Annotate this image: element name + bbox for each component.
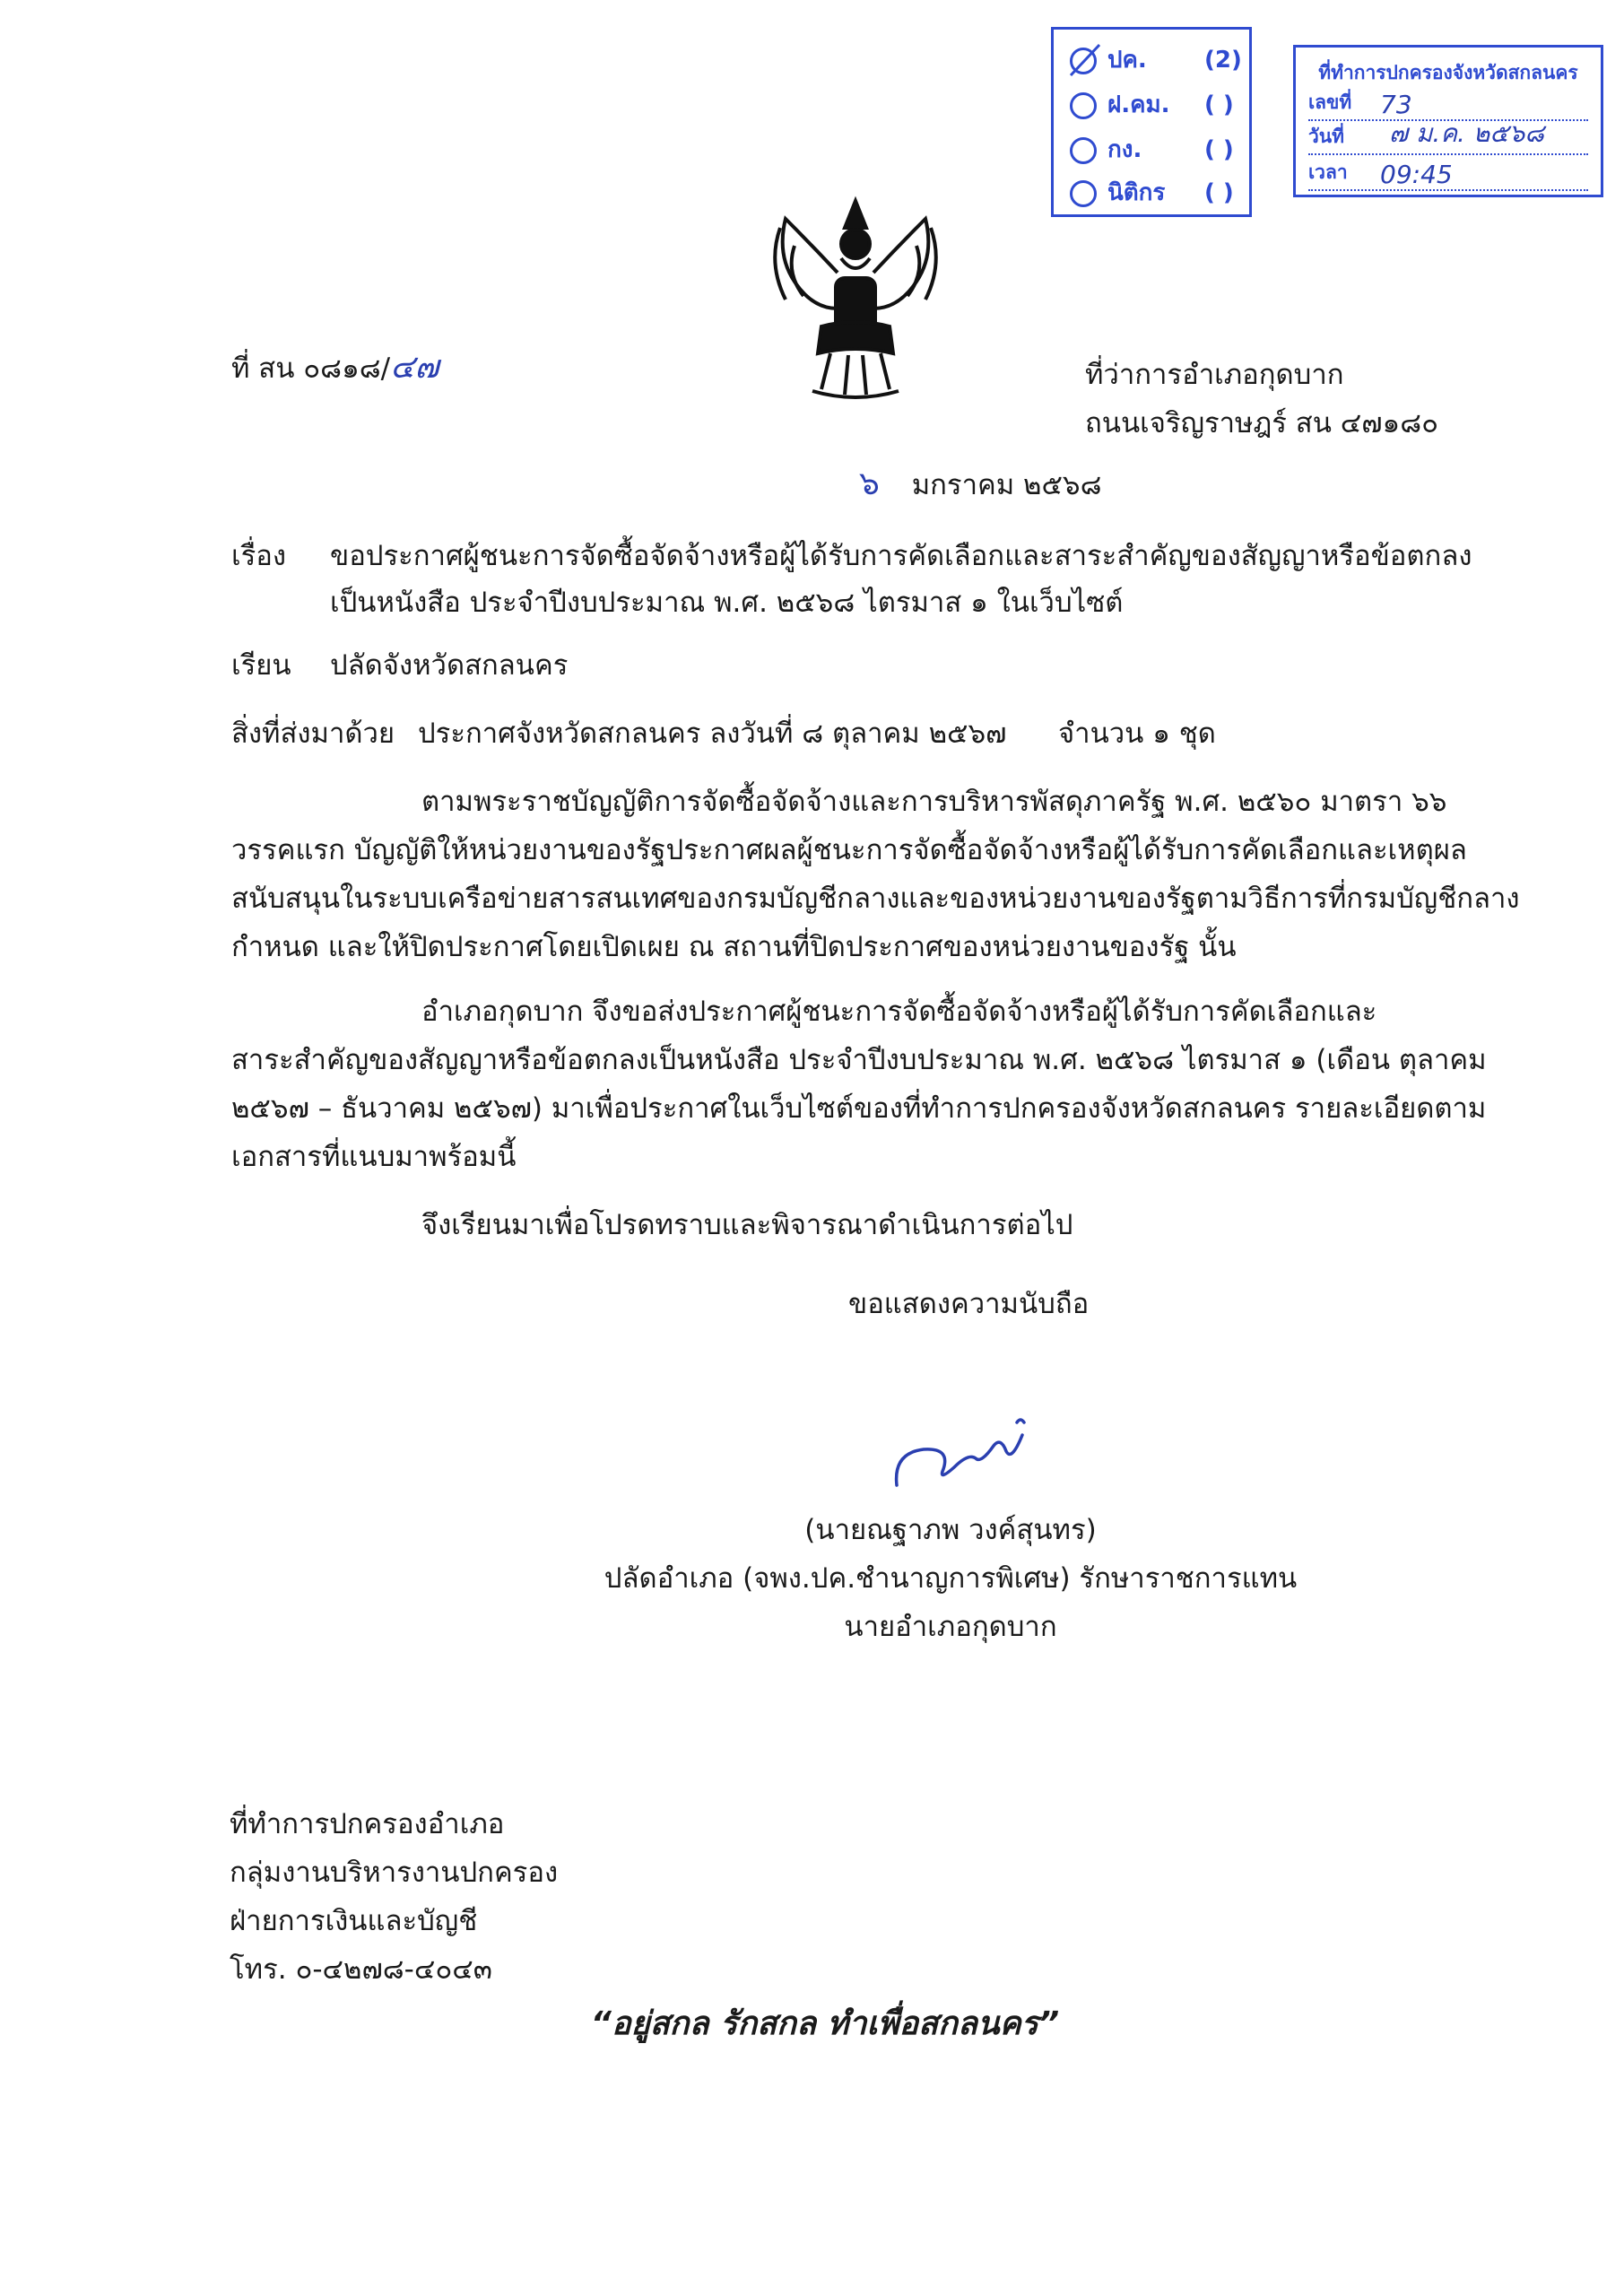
routing-count: ( ) [1204,91,1234,118]
receipt-time-line [1308,159,1588,191]
receipt-office: ที่ทำการปกครองจังหวัดสกลนคร [1318,62,1578,83]
to-label: เรียน [231,649,291,682]
enclosure-count: จำนวน ๑ ชุด [1058,718,1216,750]
body-closing-line: จึงเรียนมาเพื่อโปรดทราบและพิจารณาดำเนินการต่อไป [421,1209,1073,1241]
check-circle-icon [1070,48,1097,74]
office-address: ถนนเจริญราษฎร์ สน ๔๗๑๘๐ [1085,407,1439,439]
signature-icon [888,1399,1040,1498]
office-name: ที่ว่าการอำเภอกุดบาก [1085,359,1344,391]
receipt-date-label: วันที่ [1308,126,1344,147]
garuda-emblem-icon [759,192,952,404]
reference-prefix: ที่ สน ๐๘๑๘/ [231,352,391,385]
routing-row [1070,173,1234,213]
footer-phone: โทร. ๐-๔๒๗๘-๔๐๔๓ [230,1953,492,1986]
circle-icon [1070,92,1097,119]
body-line: กำหนด และให้ปิดประกาศโดยเปิดเผย ณ สถานที่ปิดประกาศของหน่วยงานของรัฐ นั้น [231,931,1237,963]
routing-count: ( ) [1204,136,1234,163]
body-line: เอกสารที่แนบมาพร้อมนี้ [231,1141,517,1173]
body-line: สาระสำคัญของสัญญาหรือข้อตกลงเป็นหนังสือ ประจำปีงบประมาณ พ.ศ. ๒๕๖๘ ไตรมาส ๑ (เดือน ตุลาคม [231,1044,1487,1076]
enclosure-label: สิ่งที่ส่งมาด้วย [231,718,395,750]
subject-line: เป็นหนังสือ ประจำปีงบประมาณ พ.ศ. ๒๕๖๘ ไตรมาส ๑ ในเว็บไซต์ [330,587,1124,619]
routing-label: กง. [1107,136,1142,163]
reference-handwritten-number: ๔๗ [390,349,439,386]
signer-position: ปลัดอำเภอ (จพง.ปค.ชำนาญการพิเศษ) รักษาราชการแทน [604,1562,1298,1595]
body-line: ตามพระราชบัญญัติการจัดซื้อจัดจ้างและการบริหารพัสดุภาครัฐ พ.ศ. ๒๕๖๐ มาตรา ๖๖ [421,786,1447,818]
slogan: “อยู่สกล รักสกล ทำเพื่อสกลนคร” [590,2005,1060,2042]
recipient: ปลัดจังหวัดสกลนคร [330,649,569,682]
subject-label: เรื่อง [231,540,287,572]
signer-title: นายอำเภอกุดบาก [844,1611,1057,1643]
receipt-stamp [1293,45,1603,197]
enclosure-value: ประกาศจังหวัดสกลนคร ลงวันที่ ๘ ตุลาคม ๒๕๖๗ [418,718,1007,750]
routing-count: ( ) [1204,179,1234,206]
circle-icon [1070,137,1097,164]
receipt-time-label: เวลา [1308,161,1348,183]
routing-label: ปค. [1107,47,1147,74]
receipt-date-value: ๗ ม.ค. ๒๕๖๘ [1389,118,1544,148]
date-month-year: มกราคม ๒๕๖๘ [911,469,1102,501]
receipt-time-value: 09:45 [1380,160,1453,189]
check-slash-icon [1067,43,1103,79]
routing-row [1070,130,1234,170]
receipt-number-label: เลขที่ [1308,91,1352,113]
reference-number [231,350,439,387]
date-day-handwritten: ๖ [859,465,880,502]
body-line: วรรคแรก บัญญัติให้หน่วยงานของรัฐประกาศผลผู้ชนะการจัดซื้อจัดจ้างหรือผู้ได้รับการคัดเลือกและเหตุผล [231,834,1467,866]
footer-division: กลุ่มงานบริหารงานปกครอง [230,1857,559,1889]
routing-label: ฝ.คม. [1107,91,1170,118]
circle-icon [1070,180,1097,207]
routing-row [1070,85,1234,125]
receipt-number-value: 73 [1380,90,1412,119]
routing-label: นิติกร [1107,179,1166,206]
body-line: สนับสนุนในระบบเครือข่ายสารสนเทศของกรมบัญชีกลางและของหน่วยงานของรัฐตามวิธีการที่กรมบัญชีกลาง [231,883,1520,915]
regards: ขอแสดงความนับถือ [848,1288,1090,1320]
signer-name: (นายณฐาภพ วงค์สุนทร) [804,1514,1097,1546]
footer-section: ฝ่ายการเงินและบัญชี [230,1905,478,1937]
body-line: ๒๕๖๗ – ธันวาคม ๒๕๖๗) มาเพื่อประกาศในเว็บไซต์ของที่ทำการปกครองจังหวัดสกลนคร รายละเอียดตาม [231,1092,1487,1125]
routing-count: (2) [1204,47,1242,74]
routing-stamp [1051,27,1252,217]
receipt-date-line [1308,118,1588,155]
footer-office: ที่ทำการปกครองอำเภอ [230,1808,505,1840]
body-line: อำเภอกุดบาก จึงขอส่งประกาศผู้ชนะการจัดซื้อจัดจ้างหรือผู้ได้รับการคัดเลือกและ [421,996,1377,1028]
subject-line: ขอประกาศผู้ชนะการจัดซื้อจัดจ้างหรือผู้ได้รับการคัดเลือกและสาระสำคัญของสัญญาหรือข้อตกลง [330,540,1472,572]
routing-row [1070,40,1242,80]
letter-date [859,466,1102,503]
